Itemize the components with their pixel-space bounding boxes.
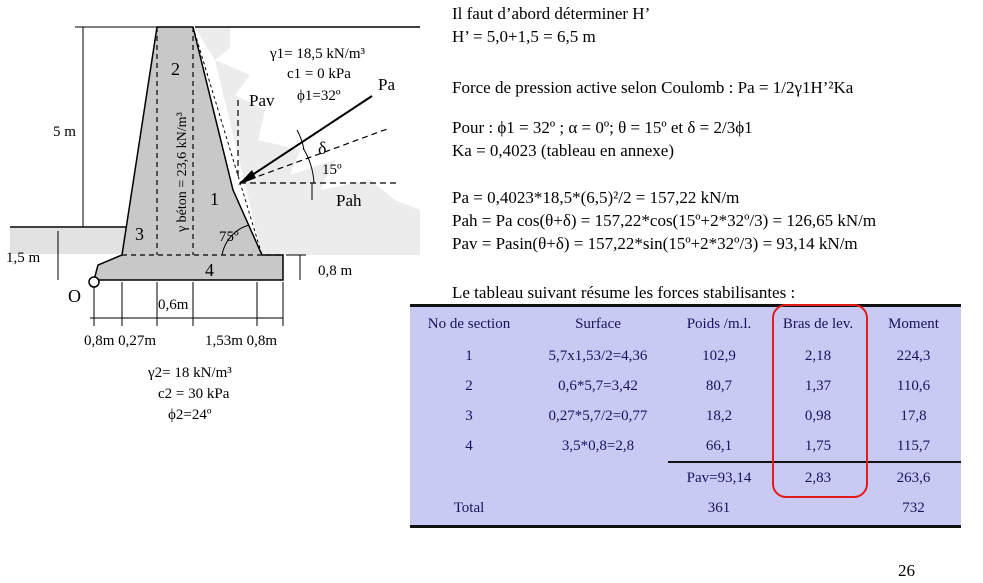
cell: 18,2 [705, 407, 733, 424]
angle-75-label: 75º [219, 229, 239, 245]
table-row [410, 462, 961, 493]
section-3-label: 3 [135, 224, 144, 244]
cell: 0,27*5,7/2=0,77 [548, 407, 648, 424]
cell: Pav=93,14 [668, 462, 770, 493]
page-number: 26 [898, 561, 915, 580]
text-line-8: Pav = Pasin(θ+δ) = 157,22*sin(15º+2*32º/3) = 93,14 kN/m [452, 234, 858, 253]
cell [528, 462, 668, 493]
origin-point [89, 277, 99, 287]
table-row [410, 371, 961, 401]
cell: 2,83 [770, 462, 866, 493]
dim-06m-label: 0,6m [158, 297, 189, 313]
text-line-5: Ka = 0,4023 (tableau en annexe) [452, 141, 674, 160]
gamma-beton-label: γ béton = 23,6 kN/m³ [175, 112, 190, 232]
c2-label: c2 = 30 kPa [158, 386, 230, 402]
table-row [410, 401, 961, 431]
cell: 1,37 [804, 377, 832, 394]
text-line-1: Il faut d’abord déterminer H’ [452, 4, 651, 23]
cell: 3,5*0,8=2,8 [561, 438, 635, 454]
phi1-label: ϕ1=32º [297, 88, 341, 104]
dim-bottom-label: 0,8m 0,27m [84, 333, 157, 349]
text-line-9: Le tableau suivant résume les forces stabilisantes : [452, 283, 796, 302]
dim-bottom2-label: 1,53m 0,8m [205, 333, 278, 349]
cell: 110,6 [896, 377, 931, 394]
text-line-3: Force de pression active selon Coulomb : Pa = 1/2γ1H’²Ka [452, 78, 854, 97]
table-header-row [410, 307, 961, 341]
cell: 66,1 [705, 437, 733, 454]
delta-arc [297, 130, 304, 150]
cell: 17,8 [900, 407, 927, 424]
cell [410, 462, 528, 493]
section-2-label: 2 [171, 59, 180, 79]
pav-label: Pav [249, 91, 275, 110]
cell: 1,75 [804, 437, 832, 454]
dim-08m-right-label: 0,8 m [318, 263, 353, 279]
dim-5m-label: 5 m [53, 124, 76, 140]
cell: 0,98 [804, 407, 832, 424]
phi2-label: ϕ2=24º [168, 407, 212, 423]
header-section: No de section [427, 315, 511, 332]
cell [770, 493, 866, 523]
cell: 3 [465, 407, 473, 424]
cell: 263,6 [866, 462, 961, 493]
origin-label: O [68, 286, 81, 306]
cell: 732 [902, 499, 925, 516]
text-line-4: Pour : ϕ1 = 32º ; α = 0º; θ = 15º et δ = 2/3ϕ1 [452, 118, 753, 137]
cell [528, 493, 668, 523]
forces-table [410, 304, 961, 528]
gamma2-label: γ2= 18 kN/m³ [148, 365, 232, 381]
header-surface: Surface [575, 315, 621, 332]
cell: 2 [465, 377, 473, 394]
cell: 1 [465, 347, 473, 364]
table-row [410, 341, 961, 371]
header-lever-arm: Bras de lev. [782, 315, 854, 332]
cell: 0,6*5,7=3,42 [558, 377, 638, 394]
cell: 2,18 [804, 347, 832, 364]
header-moment: Moment [888, 315, 939, 332]
angle-15-label: 15º [322, 162, 342, 178]
cell: 361 [707, 499, 731, 516]
section-1-label: 1 [210, 189, 219, 209]
text-line-6: Pa = 0,4023*18,5*(6,5)²/2 = 157,22 kN/m [452, 188, 740, 207]
cell: 80,7 [705, 377, 733, 394]
text-line-2: H’ = 5,0+1,5 = 6,5 m [452, 27, 596, 46]
dim-bottom-ticks [94, 282, 283, 326]
cell: 4 [465, 438, 473, 454]
table-row-total [410, 493, 961, 523]
header-weight: Poids /m.l. [686, 315, 752, 332]
delta-label: δ [318, 138, 327, 158]
cell: 115,7 [896, 437, 931, 454]
c1-label: c1 = 0 kPa [287, 66, 351, 82]
retaining-wall-diagram [0, 0, 420, 583]
section-4-label: 4 [205, 260, 214, 280]
pa-label: Pa [378, 75, 395, 94]
text-line-7: Pah = Pa cos(θ+δ) = 157,22*cos(15º+2*32º/3) = 126,65 kN/m [452, 211, 877, 230]
gamma1-label: γ1= 18,5 kN/m³ [270, 46, 366, 62]
cell: 102,9 [702, 347, 736, 364]
cell: Total [453, 499, 485, 516]
cell: 224,3 [896, 347, 931, 364]
table-row [410, 431, 961, 462]
dim-15m-label: 1,5 m [6, 250, 41, 266]
cell: 5,7x1,53/2=4,36 [548, 347, 648, 364]
pah-label: Pah [336, 191, 362, 210]
